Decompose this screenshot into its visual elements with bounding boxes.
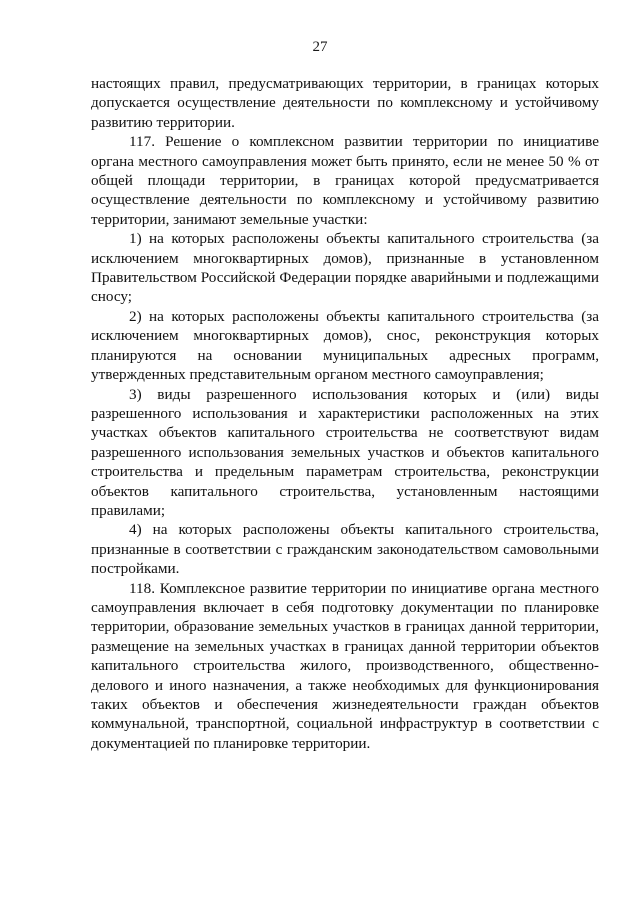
list-item-4: 4) на которых расположены объекты капитального строительства, признанные в соответствии с гражданским законодательством самовольными постройками. bbox=[91, 521, 599, 578]
paragraph-continuation: настоящих правил, предусматривающих территории, в границах которых допускается осуществление деятельности по комплексному и устойчивому развитию территории. bbox=[91, 75, 599, 131]
page-number: 27 bbox=[312, 39, 328, 55]
list-item-3: 3) виды разрешенного использования которых и (или) виды разрешенного использования и характеристики расположенных на этих участках объектов капитального строительства не соответствуют видам разрешенного использования земельных участков и объектов капитального строительства и предельным параметрам строительства, реконструкции объектов капитального строительства, установленным настоящими правилами; bbox=[91, 385, 599, 519]
list-item-2: 2) на которых расположены объекты капитального строительства (за исключением многоквартирных домов), снос, реконструкция которых планируются на основании муниципальных адресных программ, утвержденных представительным органом местного самоуправления; bbox=[91, 307, 599, 384]
list-item-1: 1) на которых расположены объекты капитального строительства (за исключением многоквартирных домов), признанные в установленном Правительством Российской Федерации порядке аварийными и подлежащими сносу; bbox=[91, 230, 599, 306]
paragraph-118: 118. Комплексное развитие территории по инициативе органа местного самоуправления включает в себя подготовку документации по планировке территории, образование земельных участков в границах данной территории, размещение на земельных участках в границах данной территории объектов капитального строительства жилого, производственного, общественно-делового и иного назначения, а также необходимых для функционирования таких объектов и обеспечения жизнедеятельности граждан объектов коммунальной, транспортной, социальной инфраструктур в соответствии с документацией по планировке территории. bbox=[91, 579, 599, 752]
paragraph-117: 117. Решение о комплексном развитии территории по инициативе органа местного самоуправления может быть принято, если не менее 50 % от общей площади территории, в границах которой предусматривается осуществление деятельности по комплексному и устойчивому развитию территории, занимают земельные участки: bbox=[91, 133, 599, 228]
document-body bbox=[91, 74, 599, 753]
